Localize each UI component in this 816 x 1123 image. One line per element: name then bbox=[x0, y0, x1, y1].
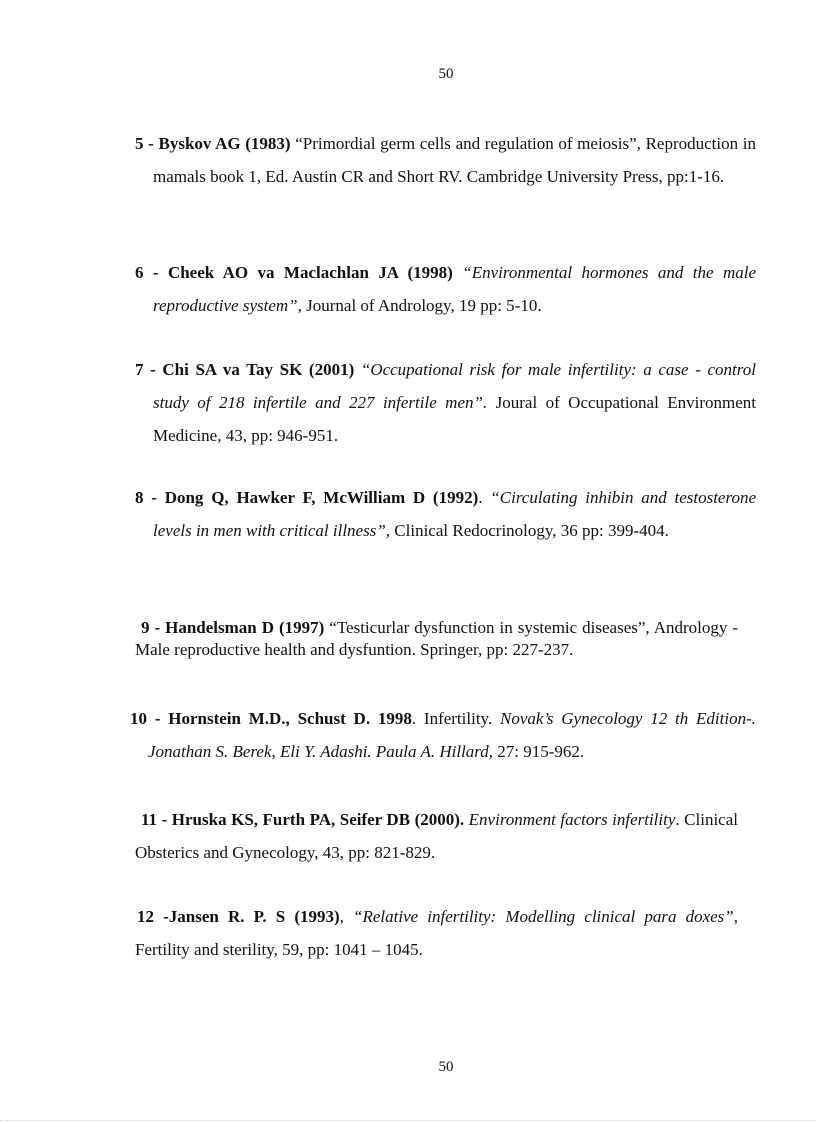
reference-separator: - bbox=[143, 360, 163, 379]
reference-title: “Testicurlar dysfunction in systemic diseases”, bbox=[329, 618, 650, 637]
reference-authors: Hruska KS, Furth PA, Seifer DB (2000). bbox=[171, 810, 465, 829]
page-number-bottom: 50 bbox=[438, 1059, 454, 1075]
reference-authors: Byskov AG (1983) bbox=[158, 134, 291, 153]
reference-item bbox=[135, 353, 756, 452]
reference-authors: Chi SA va Tay SK (2001) bbox=[162, 360, 355, 379]
reference-authors: Hornstein M.D., Schust D. 1998 bbox=[168, 709, 412, 728]
reference-source: 27: 915-962. bbox=[493, 742, 585, 761]
reference-title: Novak’s Gynecology 12 th Edition-. Jonathan S. Berek, Eli Y. Adashi. Paula A. Hillard, bbox=[148, 709, 756, 761]
reference-source: . Clinical Obsterics and Gynecology, 43, pp: 821-829. bbox=[135, 810, 739, 862]
reference-number: 7 bbox=[135, 360, 144, 379]
reference-item bbox=[135, 803, 738, 869]
reference-title: “Primordial germ cells and regulation of meiosis”, bbox=[295, 134, 641, 153]
reference-mid bbox=[453, 263, 462, 282]
reference-number: 6 bbox=[135, 263, 144, 282]
reference-source: , Journal of Andrology, 19 pp: 5-10. bbox=[297, 296, 542, 315]
reference-title: “Relative infertility: Modelling clinical para doxes” bbox=[353, 907, 734, 926]
reference-mid: . Infertility. bbox=[411, 709, 500, 728]
reference-number: 12 bbox=[137, 907, 154, 926]
reference-source: , Clinical Redocrinology, 36 pp: 399-404. bbox=[385, 521, 669, 540]
reference-separator: - bbox=[147, 709, 169, 728]
reference-title: Environment factors infertility bbox=[468, 810, 676, 829]
reference-separator: - bbox=[143, 263, 168, 282]
page-number-top: 50 bbox=[438, 66, 454, 82]
reference-item bbox=[130, 702, 756, 768]
reference-source: Reproduction in mamals book 1, Ed. Austin CR and Short RV. Cambridge University Press, pp:1-16. bbox=[153, 134, 757, 186]
reference-number: 10 bbox=[130, 709, 147, 728]
reference-item bbox=[135, 256, 756, 322]
reference-source: , Fertility and sterility, 59, pp: 1041 – 1045. bbox=[135, 907, 739, 959]
reference-authors: Cheek AO va Maclachlan JA (1998) bbox=[167, 263, 453, 282]
reference-authors: Jansen R. P. S (1993) bbox=[168, 907, 340, 926]
reference-separator: - bbox=[154, 907, 169, 926]
reference-authors: Dong Q, Hawker F, McWilliam D (1992) bbox=[164, 488, 479, 507]
reference-authors: Handelsman D (1997) bbox=[165, 618, 325, 637]
reference-item bbox=[135, 900, 738, 966]
reference-title: “Occupational risk for male infertility: a case - control study of 218 infertile and 227 infertile men”. bbox=[153, 360, 756, 412]
reference-number: 5 bbox=[135, 134, 144, 153]
reference-source: Andrology - Male reproductive health and dysfuntion. Springer, pp: 227-237. bbox=[135, 618, 739, 659]
reference-item bbox=[135, 481, 756, 547]
reference-source: Joural of Occupational Environment Medicine, 43, pp: 946-951. bbox=[153, 393, 756, 445]
reference-title: “Environmental hormones and the male reproductive system” bbox=[153, 263, 756, 315]
reference-separator: - bbox=[143, 488, 165, 507]
reference-mid: , bbox=[339, 907, 354, 926]
reference-item bbox=[135, 617, 738, 661]
reference-separator: - bbox=[157, 810, 172, 829]
reference-number: 9 bbox=[141, 618, 150, 637]
reference-number: 11 bbox=[141, 810, 158, 829]
reference-item bbox=[135, 127, 756, 193]
reference-separator: - bbox=[149, 618, 166, 637]
reference-mid: . bbox=[478, 488, 491, 507]
reference-separator: - bbox=[143, 134, 159, 153]
reference-mid bbox=[354, 360, 361, 379]
reference-title: “Circulating inhibin and testosterone levels in men with critical illness” bbox=[153, 488, 757, 540]
page-bottom-divider bbox=[0, 1120, 816, 1121]
reference-number: 8 bbox=[135, 488, 144, 507]
